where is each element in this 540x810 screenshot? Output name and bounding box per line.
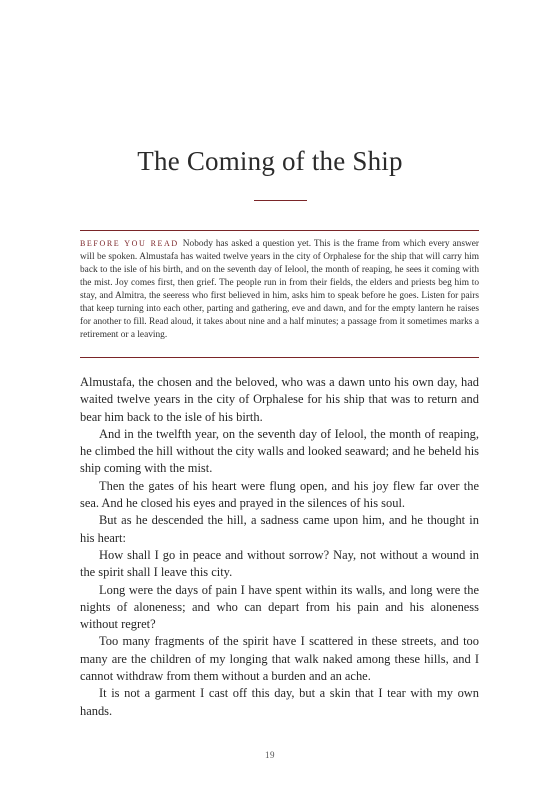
intro-label: BEFORE YOU READ (80, 239, 179, 248)
body-paragraph: But as he descended the hill, a sadness came upon him, and he thought in his heart: (80, 513, 479, 545)
body-paragraph: It is not a garment I cast off this day, but a skin that I tear with my own hands. (80, 686, 479, 718)
body-paragraph: Almustafa, the chosen and the beloved, who was a dawn unto his own day, had waited twelve years in the city of Orphalese for his ship that was to return and bear him back to the isle of his birth. (80, 375, 479, 424)
intro-text: Nobody has asked a question yet. This is the frame from which every answer will be spoken. Almustafa has waited twelve years in the city of Orphalese for the ship that will carry him back to the isle of his birth, and on the seventh day of Ielool, the month of reaping, he sees it coming with the mist. Joy comes first, then grief. The people run in from their fields, the elders and priests beg him to stay, and Almitra, the seeress who first believed in him, asks him to speak before he goes. Listen for pairs that keep turning into each other, parting and gathering, eve and dawn, and for the empty lantern he raises for another to fill. Read aloud, it takes about nine and a half minutes; a passage from it sometimes marks a retirement or a leaving. (80, 239, 479, 341)
intro-paragraph (80, 237, 479, 342)
body-paragraph: Too many fragments of the spirit have I scattered in these streets, and too many are the children of my longing that walk naked among these hills, and I cannot withdraw from them without a burden and an ache. (80, 634, 479, 684)
page-number: 19 (265, 750, 275, 760)
body-paragraph: Long were the days of pain I have spent within its walls, and long were the nights of aloneness; and who can depart from his pain and his aloneness without regret? (80, 582, 479, 632)
body-paragraph: How shall I go in peace and without sorrow? Nay, not without a wound in the spirit shall I leave this city. (80, 547, 479, 580)
chapter-title: The Coming of the Ship (137, 146, 403, 176)
body-paragraph: Then the gates of his heart were flung open, and his joy flew far over the sea. And he closed his eyes and prayed in the silences of his soul. (80, 478, 479, 511)
title-divider (254, 200, 307, 201)
before-you-read-box (80, 230, 479, 358)
chapter-body (80, 374, 479, 720)
body-paragraph: And in the twelfth year, on the seventh day of Ielool, the month of reaping, he climbed the hill without the city walls and looked seaward; and he beheld his ship coming with the mist. (80, 426, 479, 476)
